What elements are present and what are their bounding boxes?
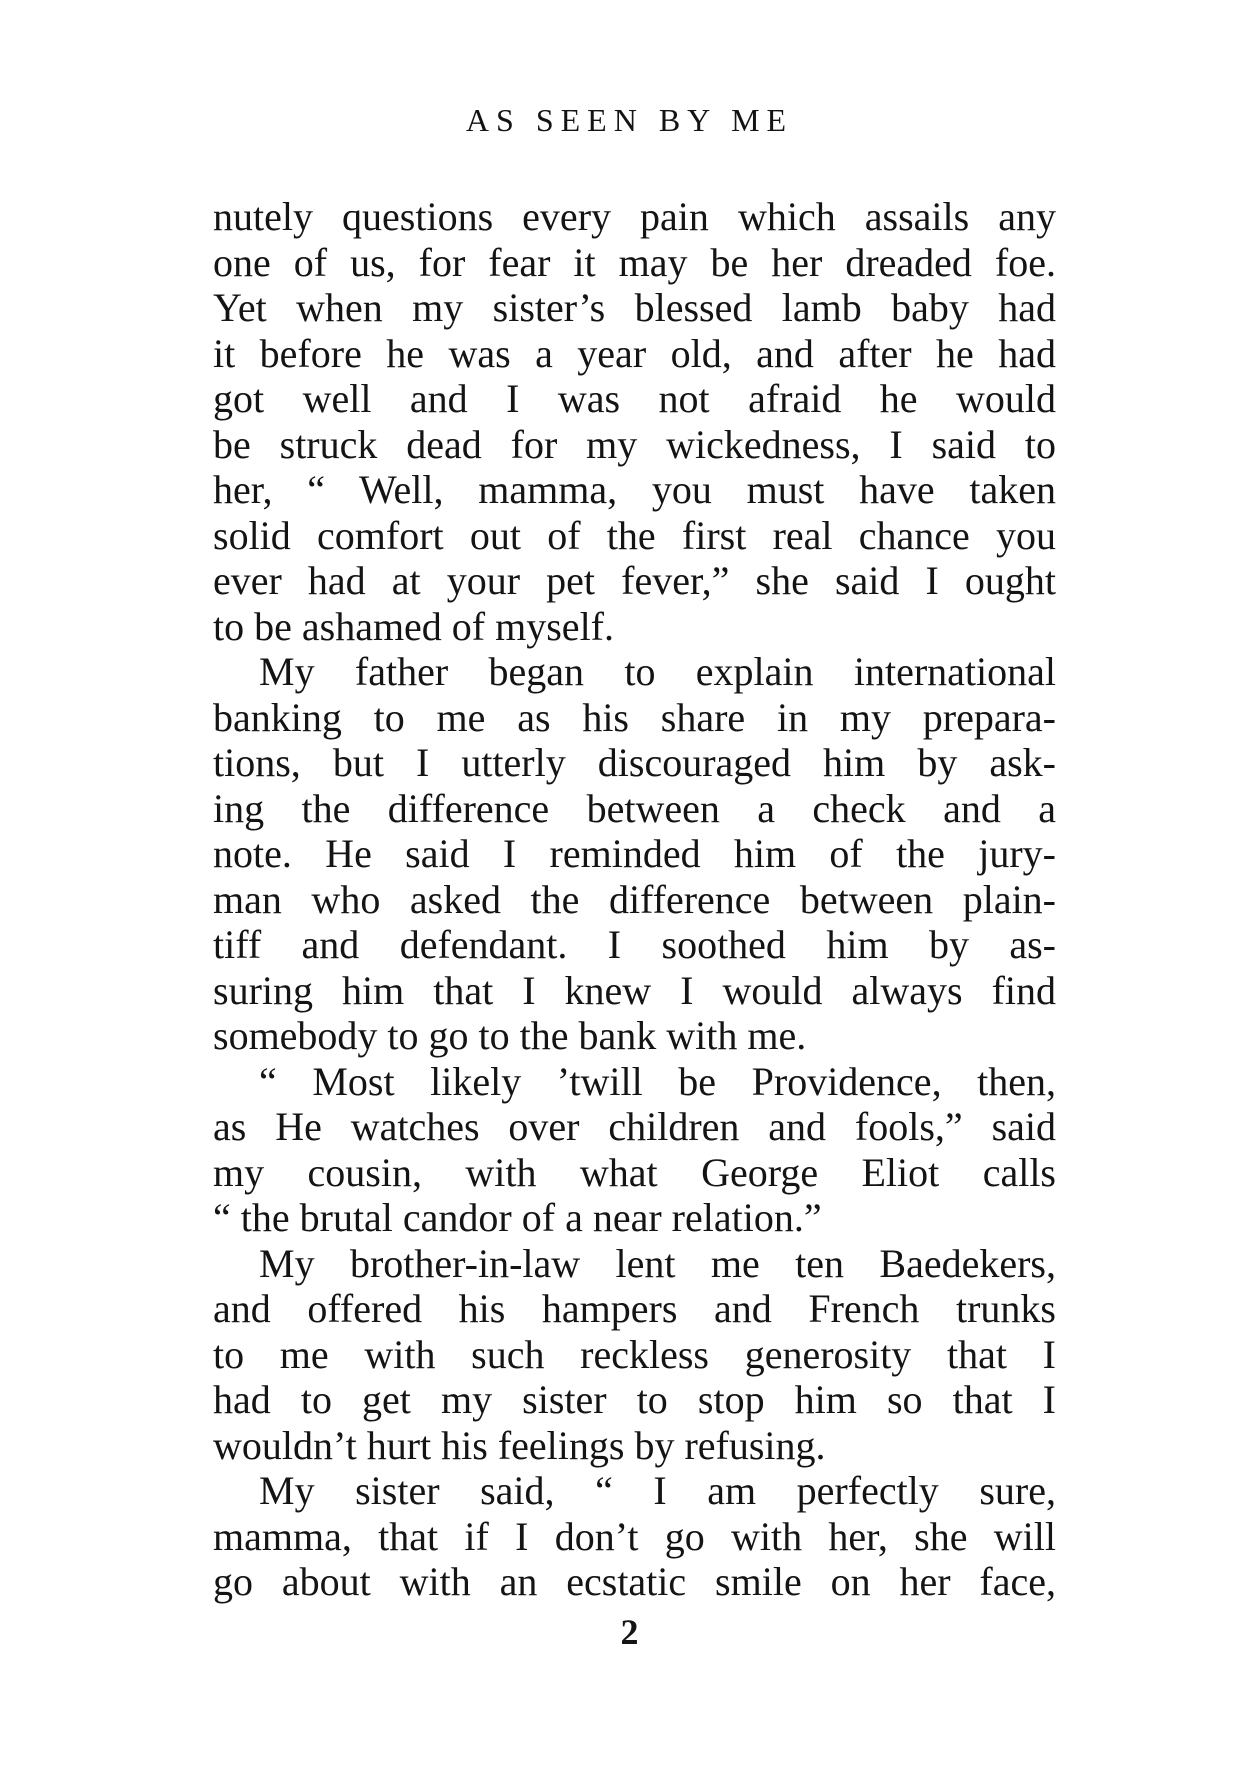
text-line: “ the brutal candor of a near relation.”: [213, 1195, 822, 1240]
text-line: My sister said, “ I am perfectly sure,: [259, 1468, 1056, 1513]
text-line: and offered his hampers and French trunks: [213, 1286, 1056, 1331]
text-line: be struck dead for my wickedness, I said to: [213, 421, 1056, 467]
text-line: had to get my sister to stop him so that I: [213, 1377, 1056, 1422]
text-line: one of us, for fear it may be her dreaded foe.: [213, 239, 1056, 285]
text-line: Yet when my sister’s blessed lamb baby had: [213, 285, 1056, 330]
page-body-text: [213, 194, 1056, 1605]
text-line: to me with such reckless generosity that I: [213, 1331, 1056, 1377]
text-line: it before he was a year old, and after he had: [213, 330, 1056, 376]
text-line: somebody to go to the bank with me.: [213, 1013, 807, 1058]
text-line: “ Most likely ’twill be Providence, then,: [259, 1058, 1056, 1104]
text-line: suring him that I knew I would always find: [213, 967, 1056, 1013]
text-line: banking to me as his share in my prepara-: [213, 694, 1056, 740]
text-line: wouldn’t hurt his feelings by refusing.: [213, 1422, 826, 1468]
text-line: as He watches over children and fools,” said: [213, 1104, 1056, 1149]
text-line: ing the difference between a check and a: [213, 785, 1056, 831]
text-line: my cousin, with what George Eliot calls: [213, 1149, 1056, 1195]
text-line: to be ashamed of myself.: [213, 603, 614, 649]
text-line: My brother-in-law lent me ten Baedekers,: [259, 1240, 1056, 1286]
text-line: My father began to explain international: [259, 649, 1056, 694]
running-head: AS SEEN BY ME: [465, 102, 794, 138]
text-line: mamma, that if I don’t go with her, she will: [213, 1513, 1056, 1559]
text-line: got well and I was not afraid he would: [213, 376, 1056, 421]
text-line: her, “ Well, mamma, you must have taken: [213, 467, 1056, 512]
text-line: ever had at your pet fever,” she said I ought: [213, 558, 1056, 603]
page-number: 2: [620, 1612, 639, 1652]
text-line: note. He said I reminded him of the jury-: [213, 831, 1056, 876]
text-line: solid comfort out of the first real chance you: [213, 512, 1056, 558]
text-line: tions, but I utterly discouraged him by ask-: [213, 740, 1056, 785]
text-line: man who asked the difference between plain-: [213, 876, 1056, 922]
text-line: tiff and defendant. I soothed him by as-: [213, 922, 1056, 967]
text-line: nutely questions every pain which assails any: [213, 194, 1056, 239]
text-line: go about with an ecstatic smile on her face,: [213, 1559, 1056, 1604]
